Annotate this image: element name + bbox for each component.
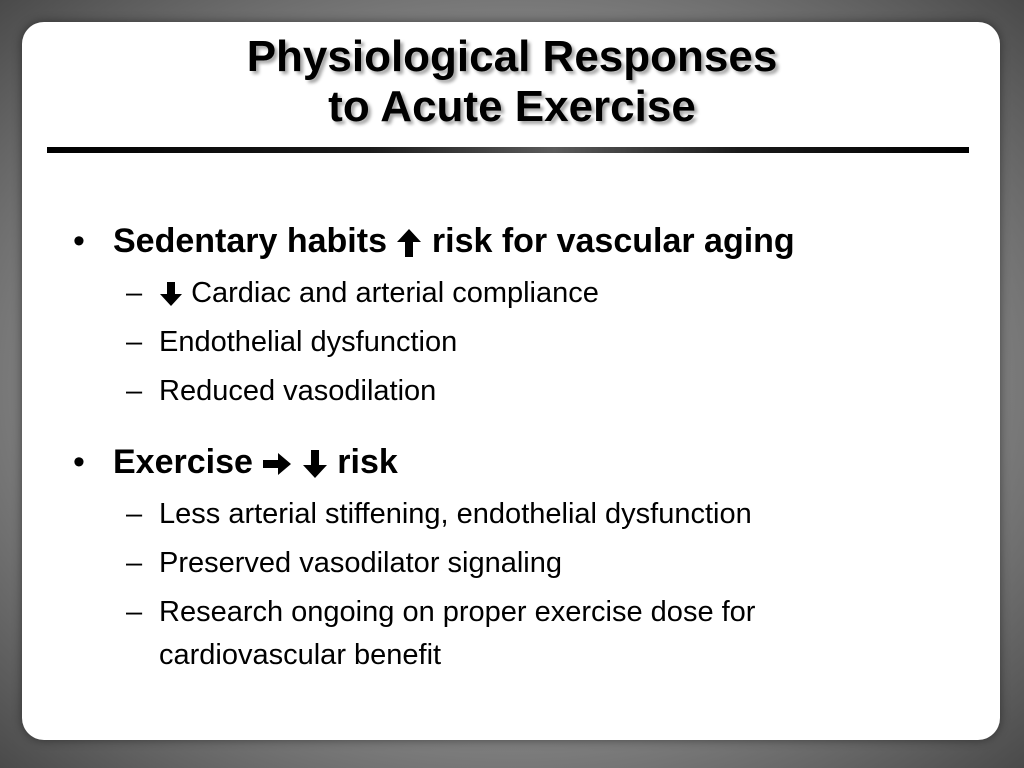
bullet-text-before: Exercise — [113, 443, 253, 481]
bullet-text-after: risk for vascular aging — [431, 222, 795, 260]
subitem-text: Less arterial stiffening, endothelial dysfunction — [159, 498, 752, 530]
up-arrow-icon — [396, 228, 422, 258]
subitem-research-ongoing — [126, 592, 886, 675]
subitem-text: Preserved vasodilator signaling — [159, 547, 562, 579]
slide-title-line-1: Physiological Responses — [246, 32, 778, 81]
sub-dash: – — [126, 375, 143, 407]
subitem-endothelial-dysfunction — [126, 322, 457, 362]
bullet-text-before: Sedentary habits — [113, 222, 387, 260]
subitem-less-arterial-stiffening — [126, 494, 752, 534]
bullet-marker: • — [73, 443, 85, 481]
down-arrow-icon — [159, 281, 183, 307]
sub-dash: – — [126, 277, 143, 309]
subitem-text: Cardiac and arterial compliance — [191, 277, 599, 309]
sub-dash: – — [126, 498, 143, 530]
slide-title-line-2: to Acute Exercise — [328, 82, 696, 131]
right-arrow-icon — [262, 452, 292, 476]
sub-dash: – — [126, 596, 143, 628]
bullet-marker: • — [73, 222, 85, 260]
subitem-text: Endothelial dysfunction — [159, 326, 458, 358]
subitem-text-line-2: cardiovascular benefit — [159, 639, 442, 671]
bullet-sedentary-habits — [73, 221, 795, 261]
bullet-exercise — [73, 442, 398, 482]
sub-dash: – — [126, 326, 143, 358]
subitem-cardiac-compliance — [126, 273, 599, 313]
bullet-text-after: risk — [337, 443, 398, 481]
subitem-reduced-vasodilation — [126, 371, 436, 411]
subitem-preserved-vasodilator — [126, 543, 562, 583]
subitem-text: Reduced vasodilation — [159, 375, 437, 407]
sub-dash: – — [126, 547, 143, 579]
subitem-text-line-1: Research ongoing on proper exercise dose for — [159, 596, 756, 628]
down-arrow-icon — [302, 449, 328, 479]
